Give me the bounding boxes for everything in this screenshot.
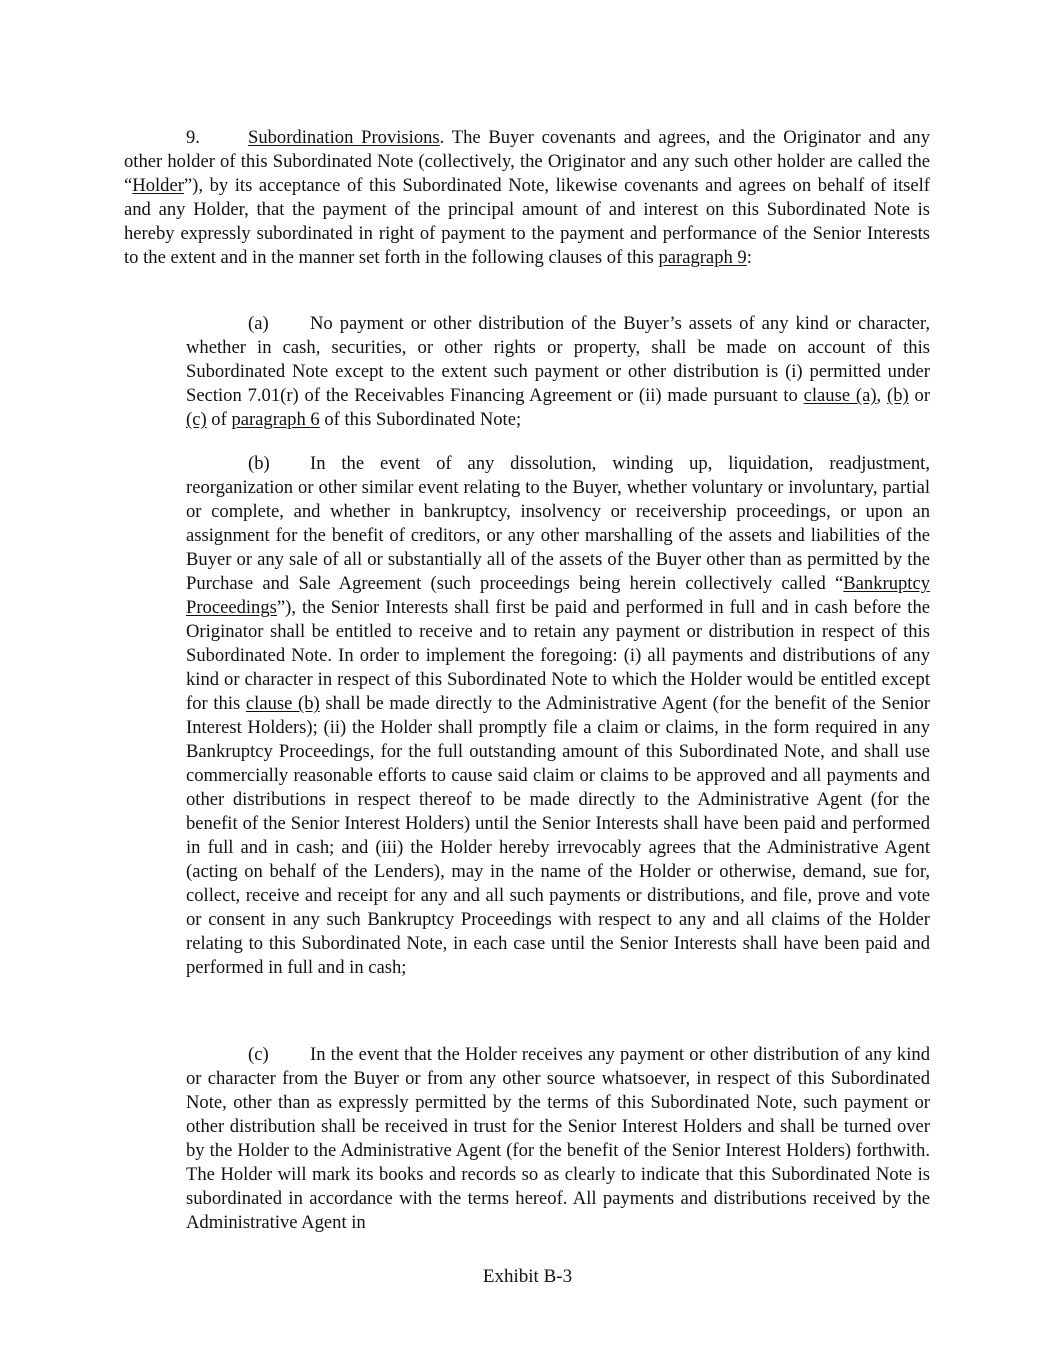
clause-a-sep-3: of	[206, 409, 232, 430]
section-text-2: ”), by its acceptance of this Subordinated Note, likewise covenants and agrees on behalf of itself and any Holder, that the payment of the principal amount of and interest on this Subordinated Note is hereby expressly subordinated in right of payment to the payment and performance of the Senior Interests to the extent and in the manner set forth in the following clauses of this	[124, 175, 930, 268]
section-text-1: . The Buyer covenants and agrees, and the Originator and any other holder of this Subordinated Note (collectively, the Originator and any such other holder are called the “	[124, 127, 930, 196]
clause-a-label: (a)	[248, 313, 269, 334]
defined-term-bankruptcy-proceedings: Bankruptcy Proceedings	[186, 573, 930, 618]
clause-a-ref-3: (c)	[186, 409, 207, 430]
clause-a-ref-2: (b)	[887, 385, 909, 406]
clause-b-ref: clause (b)	[245, 693, 320, 714]
clause-c-label: (c)	[248, 1044, 269, 1065]
clause-c-text-1: In the event that the Holder receives any payment or other distribution of any kind or character from the Buyer or from any other source whatsoever, in respect of this Subordinated Note, other than as expressly permitted by the terms of this Subordinated Note, such payment or other distribution shall be received in trust for the Senior Interest Holders and shall be turned over by the Holder to the Administrative Agent (for the benefit of the Senior Interest Holders) forthwith. The Holder will mark its books and records so as clearly to indicate that this Subordinated Note is subordinated in accordance with the terms hereof. All payments and distributions received by the Administrative Agent in	[186, 1044, 930, 1233]
clause-a-text-2: of this Subordinated Note;	[319, 409, 522, 430]
page-footer: Exhibit B-3	[482, 1266, 573, 1287]
section-9-paragraph	[124, 126, 930, 270]
clause-a-text-1: No payment or other distribution of the Buyer’s assets of any kind or character, whether in cash, securities, or other rights or property, shall be made on account of this Subordinated Note except to the extent such payment or other distribution is (i) permitted under Section 7.01(r) of the Receivables Financing Agreement or (ii) made pursuant to	[186, 313, 930, 406]
clause-b-label: (b)	[248, 453, 270, 474]
paragraph-reference: paragraph 9	[658, 247, 747, 268]
clause-c-paragraph	[186, 1043, 930, 1235]
clause-b-paragraph	[186, 452, 930, 980]
clause-a-ref-4: paragraph 6	[231, 409, 320, 430]
section-title: Subordination Provisions	[248, 127, 440, 148]
section-number: 9.	[186, 127, 200, 148]
clause-a-ref-1: clause (a)	[803, 385, 877, 406]
section-text-3: :	[746, 247, 752, 268]
clause-b-text-1: In the event of any dissolution, winding up, liquidation, readjustment, reorganization or other similar event relating to the Buyer, whether voluntary or involuntary, partial or complete, and whether in bankruptcy, insolvency or receivership proceedings, or upon an assignment for the benefit of creditors, or any other marshalling of the assets and liabilities of the Buyer or any sale of all or substantially all of the assets of the Buyer other than as permitted by the Purchase and Sale Agreement (such proceedings being herein collectively called “	[186, 453, 930, 594]
clause-a-sep-2: or	[908, 385, 931, 406]
defined-term-holder: Holder	[132, 175, 184, 196]
clause-a-sep-1: ,	[876, 385, 888, 406]
clause-b-text-2: ”), the Senior Interests shall first be paid and performed in full and in cash before the Originator shall be entitled to receive and to retain any payment or distribution in respect of this Subordinated Note. In order to implement the foregoing: (i) all payments and distributions of any kind or character in respect of this Subordinated Note to which the Holder would be entitled except for this	[186, 597, 930, 714]
clause-b-text-3: shall be made directly to the Administrative Agent (for the benefit of the Senior Interest Holders); (ii) the Holder shall promptly file a claim or claims, in the form required in any Bankruptcy Proceedings, for the full outstanding amount of this Subordinated Note, and shall use commercially reasonable efforts to cause said claim or claims to be approved and all payments and other distributions in respect thereof to be made directly to the Administrative Agent (for the benefit of the Senior Interest Holders) until the Senior Interests shall have been paid and performed in full and in cash; and (iii) the Holder hereby irrevocably agrees that the Administrative Agent (acting on behalf of the Lenders), may in the name of the Holder or otherwise, demand, sue for, collect, receive and receipt for any and all such payments or distributions, and file, prove and vote or consent in any such Bankruptcy Proceedings with respect to any and all claims of the Holder relating to this Subordinated Note, in each case until the Senior Interests shall have been paid and performed in full and in cash;	[186, 693, 931, 978]
clause-a-paragraph	[186, 312, 930, 432]
